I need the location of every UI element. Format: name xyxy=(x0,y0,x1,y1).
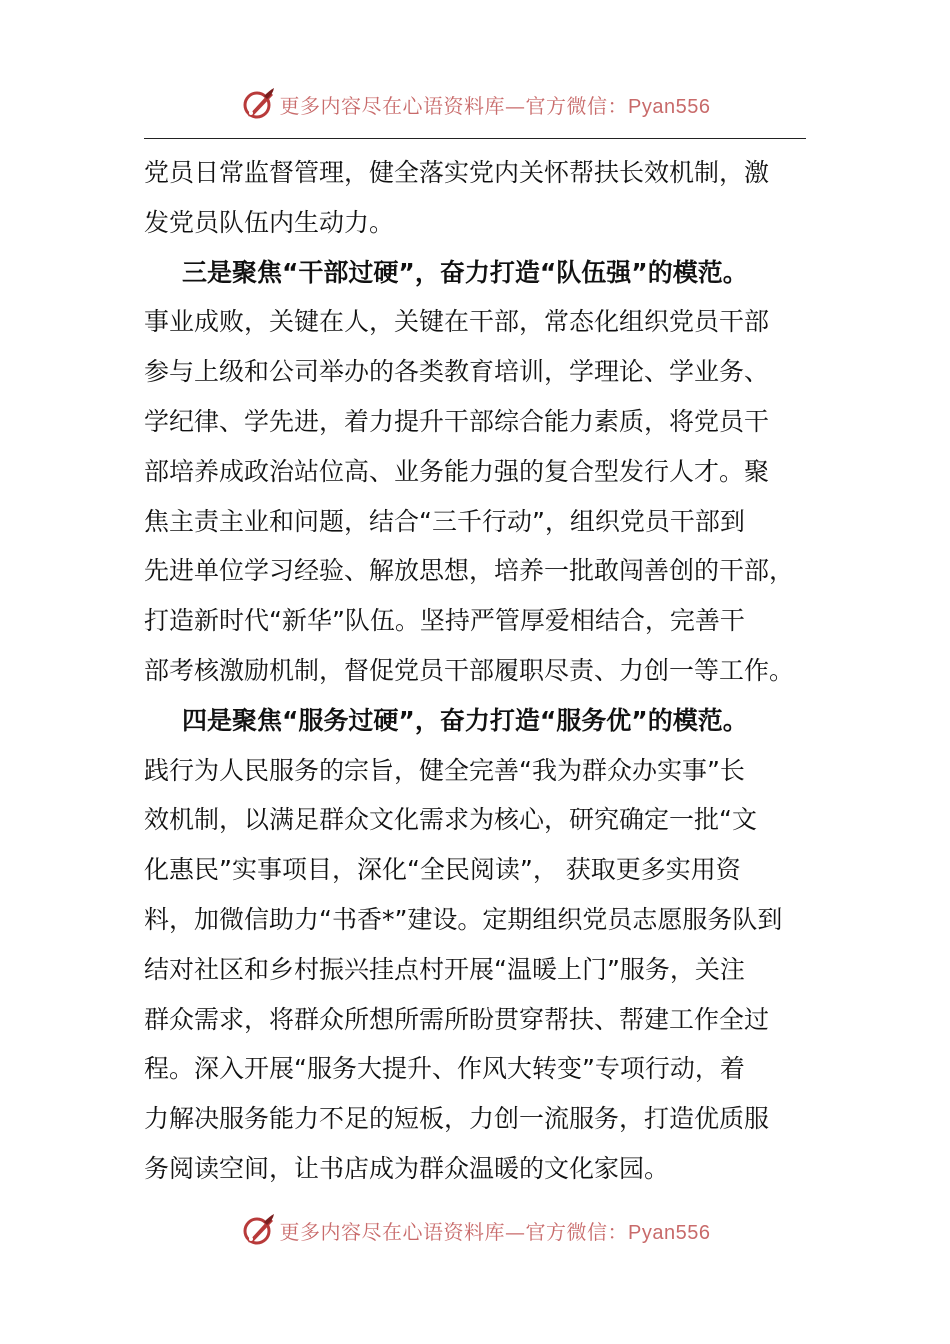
text-line: 部培养成政治站位高、业务能力强的复合型发行人才。聚 xyxy=(144,456,770,486)
text-line: 先进单位学习经验、解放思想，培养一批敢闯善创的干部， xyxy=(144,556,795,586)
text-line: 力解决服务能力不足的短板，力创一流服务，打造优质服 xyxy=(144,1104,770,1134)
document-body xyxy=(144,148,808,1194)
header-divider xyxy=(144,138,806,139)
text-line: 践行为人民服务的宗旨，健全完善“我为群众办实事”长 xyxy=(144,755,745,785)
section-heading-4: 四是聚焦“服务过硬”，奋力打造“服务优”的模范。 xyxy=(182,705,748,735)
page-header-banner xyxy=(0,82,950,126)
text-line: 程。深入开展“服务大提升、作风大转变”专项行动，着 xyxy=(144,1054,745,1084)
page-footer-banner xyxy=(0,1208,950,1252)
text-line: 群众需求，将群众所想所需所盼贯穿帮扶、帮建工作全过 xyxy=(144,1004,770,1034)
footer-wechat-handle: Pyan556 xyxy=(628,1221,711,1244)
text-line: 党员日常监督管理，健全落实党内关怀帮扶长效机制，激 xyxy=(144,158,770,187)
header-wechat-handle: Pyan556 xyxy=(628,95,711,118)
text-line: 学纪律、学先进，着力提升干部综合能力素质，将党员干 xyxy=(144,406,770,436)
text-line: 务阅读空间，让书店成为群众温暖的文化家园。 xyxy=(144,1153,670,1183)
text-line: 参与上级和公司举办的各类教育培训，学理论、学业务、 xyxy=(144,357,770,387)
quill-logo-icon xyxy=(240,1212,276,1248)
text-line: 发党员队伍内生动力。 xyxy=(144,207,395,237)
quill-logo-icon xyxy=(240,86,276,122)
section-heading-3: 三是聚焦“干部过硬”，奋力打造“队伍强”的模范。 xyxy=(182,257,748,287)
text-line: 料，加微信助力“书香*”建设。定期组织党员志愿服务队到 xyxy=(144,904,783,934)
text-line: 打造新时代“新华”队伍。坚持严管厚爱相结合，完善干 xyxy=(144,606,745,636)
header-banner-text: 更多内容尽在心语资料库—官方微信：Pyan556 xyxy=(279,93,711,118)
text-line: 化惠民”实事项目，深化“全民阅读”， 获取更多实用资 xyxy=(144,855,741,885)
text-line: 部考核激励机制，督促党员干部履职尽责、力创一等工作。 xyxy=(144,655,795,685)
text-line: 事业成败，关键在人，关键在干部，常态化组织党员干部 xyxy=(144,307,770,337)
text-line: 焦主责主业和问题，结合“三千行动”，组织党员干部到 xyxy=(144,506,745,536)
text-line: 结对社区和乡村振兴挂点村开展“温暖上门”服务，关注 xyxy=(144,954,745,984)
footer-banner-text: 更多内容尽在心语资料库—官方微信：Pyan556 xyxy=(279,1219,711,1244)
text-line: 效机制，以满足群众文化需求为核心，研究确定一批“文 xyxy=(144,805,757,835)
